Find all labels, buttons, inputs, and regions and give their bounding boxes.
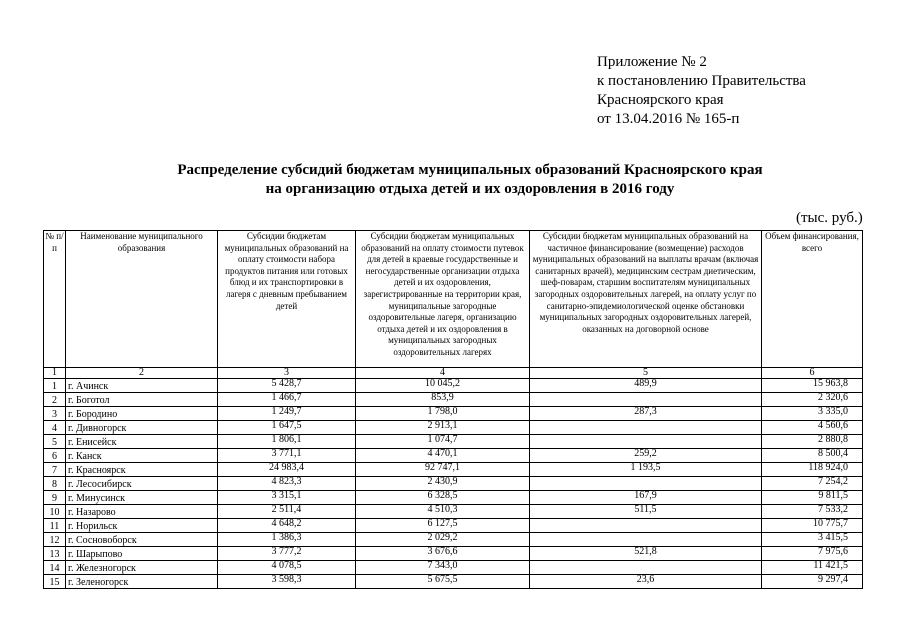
total-value: 3 415,5 [762, 533, 863, 547]
total-value: 9 297,4 [762, 575, 863, 589]
header-total: Объем финансирования, всего [762, 231, 863, 368]
total-value: 9 811,5 [762, 491, 863, 505]
row-number: 7 [44, 463, 66, 477]
table-row [44, 575, 863, 589]
food-subsidy-value: 3 777,2 [218, 547, 356, 561]
total-value: 4 560,6 [762, 421, 863, 435]
appendix-block [597, 53, 887, 129]
total-value: 7 254,2 [762, 477, 863, 491]
total-value: 118 924,0 [762, 463, 863, 477]
staff-subsidy-value [530, 393, 762, 407]
staff-subsidy-value: 489,9 [530, 379, 762, 393]
appendix-resolution: к постановлению Правительства [597, 73, 806, 89]
total-value: 10 775,7 [762, 519, 863, 533]
municipality-name: г. Шарыпово [66, 547, 218, 561]
column-number: 1 [44, 368, 66, 379]
voucher-subsidy-value: 4 510,3 [356, 505, 530, 519]
food-subsidy-value: 1 647,5 [218, 421, 356, 435]
row-number: 14 [44, 561, 66, 575]
food-subsidy-value: 24 983,4 [218, 463, 356, 477]
staff-subsidy-value: 521,8 [530, 547, 762, 561]
appendix-date: от 13.04.2016 № 165-п [597, 111, 740, 127]
municipality-name: г. Минусинск [66, 491, 218, 505]
municipality-name: г. Сосновоборск [66, 533, 218, 547]
voucher-subsidy-value: 1 798,0 [356, 407, 530, 421]
total-value: 7 533,2 [762, 505, 863, 519]
document-title-line-2: на организацию отдыха детей и их оздоровления в 2016 году [265, 181, 675, 197]
municipality-name: г. Назарово [66, 505, 218, 519]
header-food-subsidy: Субсидии бюджетам муниципальных образований на оплату стоимости набора продуктов питания или готовых блюд и их транспортировки в лагеря с дневным пребыванием детей [218, 231, 356, 368]
table-row [44, 491, 863, 505]
voucher-subsidy-value: 6 328,5 [356, 491, 530, 505]
food-subsidy-value: 4 823,3 [218, 477, 356, 491]
row-number: 11 [44, 519, 66, 533]
voucher-subsidy-value: 7 343,0 [356, 561, 530, 575]
table-header-row [44, 231, 863, 368]
municipality-name: г. Ачинск [66, 379, 218, 393]
food-subsidy-value: 4 648,2 [218, 519, 356, 533]
food-subsidy-value: 3 771,1 [218, 449, 356, 463]
table-row [44, 477, 863, 491]
food-subsidy-value: 3 598,3 [218, 575, 356, 589]
staff-subsidy-value [530, 421, 762, 435]
municipality-name: г. Боготол [66, 393, 218, 407]
appendix-number: Приложение № 2 [597, 54, 707, 70]
table-row [44, 421, 863, 435]
table-row [44, 449, 863, 463]
table-row [44, 407, 863, 421]
municipality-name: г. Железногорск [66, 561, 218, 575]
voucher-subsidy-value: 10 045,2 [356, 379, 530, 393]
total-value: 2 880,8 [762, 435, 863, 449]
staff-subsidy-value [530, 519, 762, 533]
staff-subsidy-value [530, 435, 762, 449]
total-value: 2 320,6 [762, 393, 863, 407]
staff-subsidy-value [530, 477, 762, 491]
row-number: 9 [44, 491, 66, 505]
staff-subsidy-value [530, 533, 762, 547]
voucher-subsidy-value: 92 747,1 [356, 463, 530, 477]
staff-subsidy-value: 511,5 [530, 505, 762, 519]
row-number: 8 [44, 477, 66, 491]
voucher-subsidy-value: 2 430,9 [356, 477, 530, 491]
table-row [44, 519, 863, 533]
row-number: 1 [44, 379, 66, 393]
row-number: 15 [44, 575, 66, 589]
voucher-subsidy-value: 6 127,5 [356, 519, 530, 533]
table-row [44, 533, 863, 547]
document-title-line-1: Распределение субсидий бюджетам муниципальных образований Красноярского края [177, 162, 763, 178]
food-subsidy-value: 5 428,7 [218, 379, 356, 393]
staff-subsidy-value [530, 561, 762, 575]
municipality-name: г. Дивногорск [66, 421, 218, 435]
municipality-name: г. Канск [66, 449, 218, 463]
staff-subsidy-value: 287,3 [530, 407, 762, 421]
table-row [44, 463, 863, 477]
header-number: № п/п [44, 231, 66, 368]
row-number: 6 [44, 449, 66, 463]
staff-subsidy-value: 1 193,5 [530, 463, 762, 477]
document-title [150, 161, 790, 199]
food-subsidy-value: 1 386,3 [218, 533, 356, 547]
table-row [44, 561, 863, 575]
column-number: 4 [356, 368, 530, 379]
units-label: (тыс. руб.) [796, 210, 863, 226]
header-voucher-subsidy: Субсидии бюджетам муниципальных образований на оплату стоимости путевок для детей в краевые государственные и негосударственные организации отдыха детей и их оздоровления, зарегистрированные на территории края, муниципальные загородные оздоровительные лагеря, организацию отдыха детей и их оздоровления в муниципальных загородных оздоровительных лагерях [356, 231, 530, 368]
municipality-name: г. Лесосибирск [66, 477, 218, 491]
column-number: 3 [218, 368, 356, 379]
table-row [44, 435, 863, 449]
voucher-subsidy-value: 1 074,7 [356, 435, 530, 449]
table-row [44, 547, 863, 561]
total-value: 11 421,5 [762, 561, 863, 575]
row-number: 13 [44, 547, 66, 561]
row-number: 12 [44, 533, 66, 547]
header-name: Наименование муниципального образования [66, 231, 218, 368]
staff-subsidy-value: 259,2 [530, 449, 762, 463]
column-number: 2 [66, 368, 218, 379]
column-number: 6 [762, 368, 863, 379]
food-subsidy-value: 1 806,1 [218, 435, 356, 449]
voucher-subsidy-value: 2 029,2 [356, 533, 530, 547]
food-subsidy-value: 1 249,7 [218, 407, 356, 421]
food-subsidy-value: 3 315,1 [218, 491, 356, 505]
row-number: 2 [44, 393, 66, 407]
total-value: 3 335,0 [762, 407, 863, 421]
header-staff-subsidy: Субсидии бюджетам муниципальных образований на частичное финансирование (возмещение) расходов муниципальных образований на выплаты врачам (включая санитарных врачей), медицинским сестрам диетическим, шеф-поварам, старшим воспитателям муниципальных загородных оздоровительных лагерей, на оплату услуг по санитарно-эпидемиологической оценке обстановки муниципальных загородных оздоровительных лагерей, оказанных на договорной основе [530, 231, 762, 368]
voucher-subsidy-value: 2 913,1 [356, 421, 530, 435]
municipality-name: г. Норильск [66, 519, 218, 533]
voucher-subsidy-value: 3 676,6 [356, 547, 530, 561]
municipality-name: г. Зеленогорск [66, 575, 218, 589]
table-row [44, 393, 863, 407]
appendix-region: Красноярского края [597, 92, 724, 108]
row-number: 10 [44, 505, 66, 519]
municipality-name: г. Красноярск [66, 463, 218, 477]
municipality-name: г. Бородино [66, 407, 218, 421]
voucher-subsidy-value: 853,9 [356, 393, 530, 407]
table-row [44, 505, 863, 519]
row-number: 4 [44, 421, 66, 435]
column-number-row [44, 368, 863, 379]
table-row [44, 379, 863, 393]
food-subsidy-value: 1 466,7 [218, 393, 356, 407]
staff-subsidy-value: 167,9 [530, 491, 762, 505]
column-number: 5 [530, 368, 762, 379]
voucher-subsidy-value: 5 675,5 [356, 575, 530, 589]
municipality-name: г. Енисейск [66, 435, 218, 449]
food-subsidy-value: 4 078,5 [218, 561, 356, 575]
voucher-subsidy-value: 4 470,1 [356, 449, 530, 463]
total-value: 15 963,8 [762, 379, 863, 393]
row-number: 5 [44, 435, 66, 449]
subsidy-table [43, 230, 863, 589]
total-value: 8 500,4 [762, 449, 863, 463]
row-number: 3 [44, 407, 66, 421]
total-value: 7 975,6 [762, 547, 863, 561]
food-subsidy-value: 2 511,4 [218, 505, 356, 519]
staff-subsidy-value: 23,6 [530, 575, 762, 589]
